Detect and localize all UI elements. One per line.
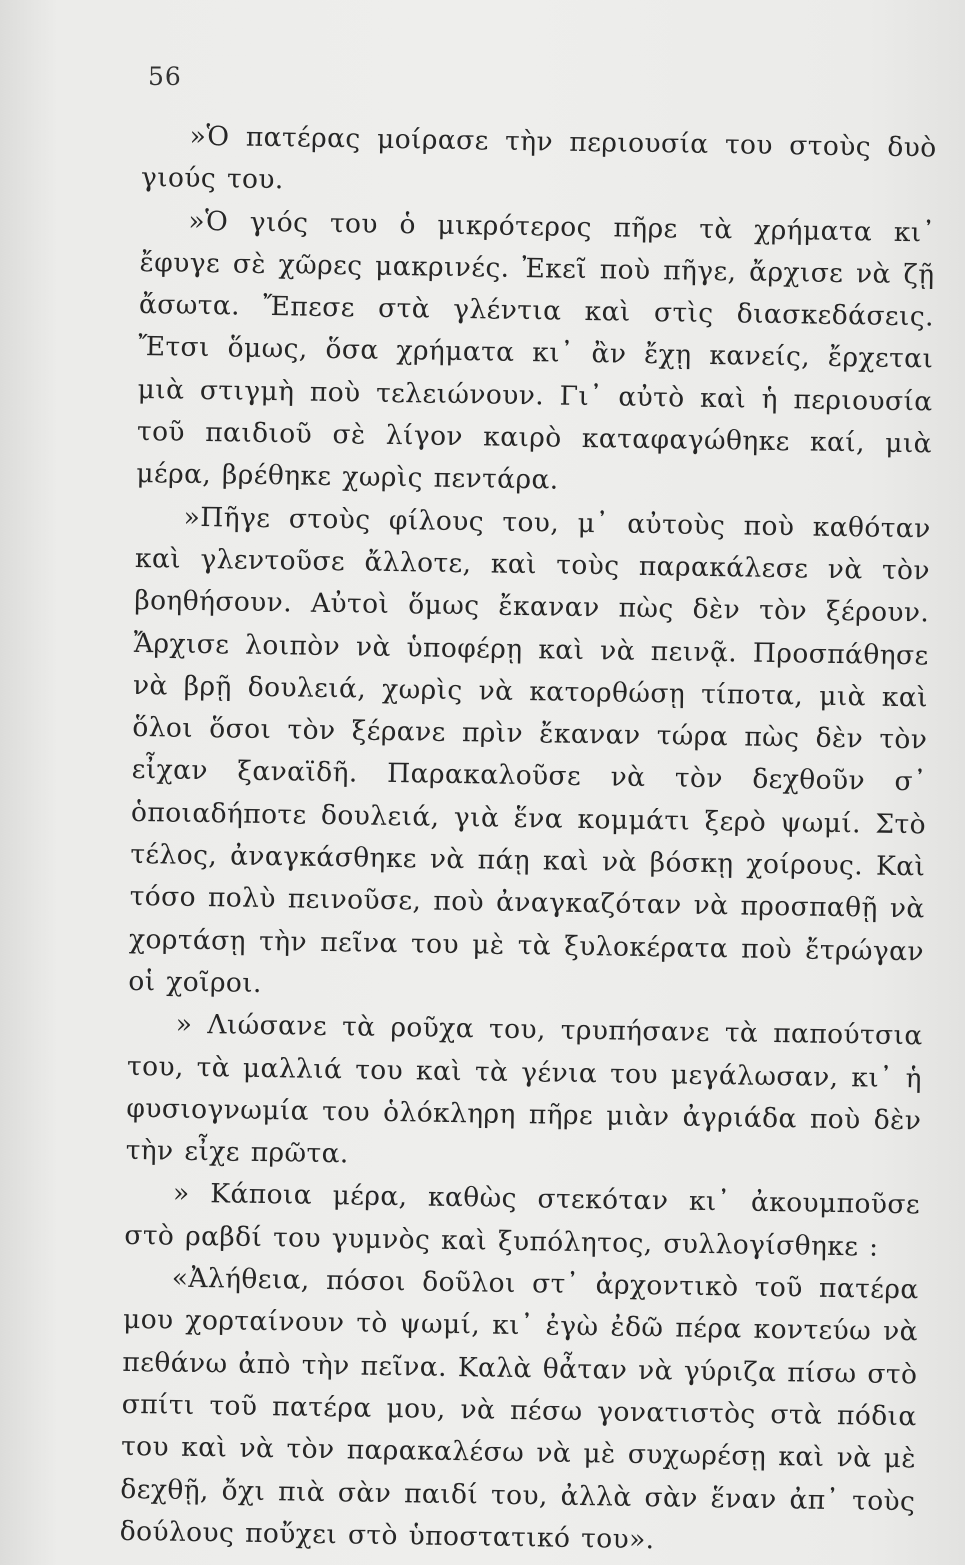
body-text (119, 115, 936, 1565)
paragraph-3: »Πῆγε στοὺς φίλους του, μ᾿ αὐτοὺς ποὺ καθόταν καὶ γλεντοῦσε ἄλλοτε, καὶ τοὺς παρακάλεσε νὰ τὸν βοηθήσουν. Αὐτοὶ ὅμως ἔκαναν πὼς δὲν τὸν ξέρουν. Ἄρχισε λοιπὸν νὰ ὑποφέρῃ καὶ νὰ πεινᾷ. Προσπάθησε νὰ βρῇ δουλειά, χωρὶς νὰ κατορθώσῃ τίποτα, μιὰ καὶ ὅλοι ὅσοι τὸν ξέρανε πρὶν ἔκαναν τώρα πὼς δὲν τὸν εἶχαν ξαναϊδῆ. Παρακαλοῦσε νὰ τὸν δεχθοῦν σ᾿ ὁποιαδήποτε δουλειά, γιὰ ἕνα κομμάτι ξερὸ ψωμί. Στὸ τέλος, ἀναγκάσθηκε νὰ πάῃ καὶ νὰ βόσκῃ χοίρους. Καὶ τόσο πολὺ πεινοῦσε, ποὺ ἀναγκαζόταν νὰ προσπαθῇ νὰ χορτάσῃ τὴν πεῖνα του μὲ τὰ ξυλοκέρατα ποὺ ἔτρώγαν οἱ χοῖροι. (128, 501, 931, 999)
page-number: 56 (148, 62, 182, 91)
paragraph-5: » Κάποια μέρα, καθὼς στεκόταν κι᾿ ἀκουμποῦσε στὸ ραβδί του γυμνὸς καὶ ξυπόλητος, συλλογίσθηκε : (124, 1178, 921, 1263)
paragraph-4: » Λιώσανε τὰ ροῦχα του, τρυπήσανε τὰ παπούτσια του, τὰ μαλλιά του καὶ τὰ γένια του μεγάλωσαν, κι᾿ ἡ φυσιογνωμία του ὁλόκληρη πῆρε μιὰν ἀγριάδα ποὺ δὲν τὴν εἶχε πρῶτα. (125, 1008, 923, 1170)
paragraph-2: »Ὁ γιός του ὁ μικρότερος πῆρε τὰ χρήματα κι᾿ ἔφυγε σὲ χῶρες μακρινές. Ἐκεῖ ποὺ πῆγε, ἄρχισε νὰ ζῇ ἄσωτα. Ἔπεσε στὰ γλέντια καὶ στὶς διασκεδάσεις. Ἔτσι ὅμως, ὅσα χρήματα κι᾿ ἂν ἔχῃ κανείς, ἔρχεται μιὰ στιγμὴ ποὺ τελειώνουν. Γι᾿ αὐτὸ καὶ ἡ περιουσία τοῦ παιδιοῦ σὲ λίγον καιρὸ καταφαγώθηκε καί, μιὰ μέρα, βρέθηκε χωρὶς πεντάρα. (136, 205, 936, 496)
paragraph-1: »Ὁ πατέρας μοίρασε τὴν περιουσία του στοὺς δυὸ γιούς του. (140, 120, 937, 196)
paragraph-6: «Ἀλήθεια, πόσοι δοῦλοι στ᾿ ἀρχοντικὸ τοῦ πατέρα μου χορταίνουν τὸ ψωμί, κι᾿ ἐγὼ ἐδῶ πέρα κοντεύω νὰ πεθάνω ἀπὸ τὴν πεῖνα. Καλὰ θἆταν νὰ γύριζα πίσω στὸ σπίτι τοῦ πατέρα μου, νὰ πέσω γονατιστὸς στὰ πόδια του καὶ νὰ τὸν παρακαλέσω νὰ μὲ συχωρέσῃ καὶ νὰ μὲ δεχθῇ, ὄχι πιὰ σὰν παιδί του, ἀλλὰ σὰν ἕναν ἀπ᾿ τοὺς δούλους ποὔχει στὸ ὑποστατικό του». (119, 1262, 919, 1556)
